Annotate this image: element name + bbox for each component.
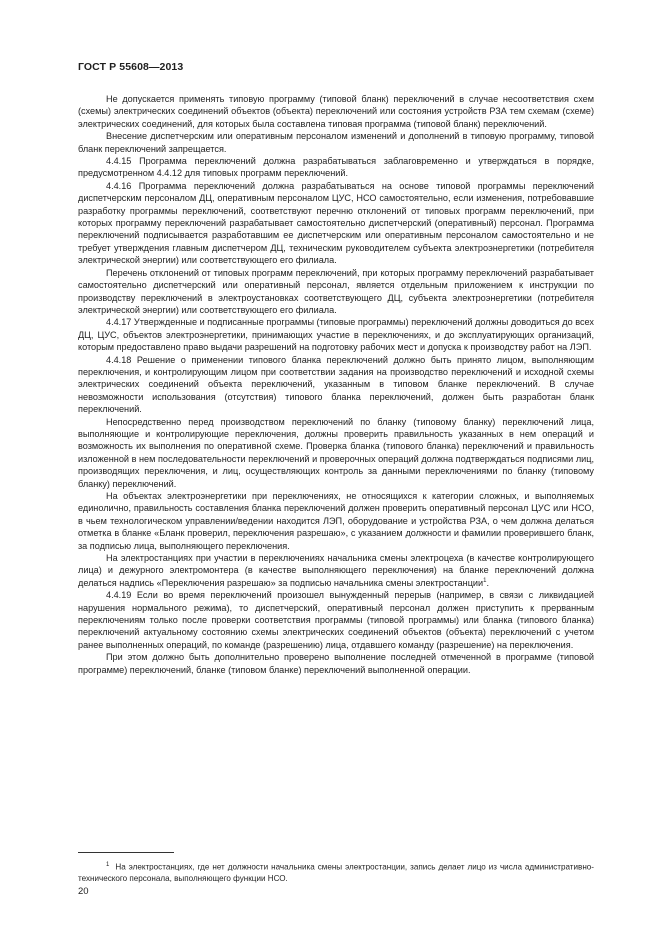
footnote	[78, 860, 594, 884]
paragraph-4-4-17: 4.4.17 Утвержденные и подписанные программы (типовые программы) переключений должны доводиться до всех ДЦ, ЦУС, объектов электроэнергетики, принимающих участие в переключениях, и до эксплуатирующих организаций, которым предоставлено право выдачи разрешений на подготовку рабочих мест и допуска к производству работ на ЛЭП.	[78, 317, 594, 353]
paragraph-with-footnote: На электростанциях при участии в переключениях начальника смены электроцеха (в качестве контролирующего лица) и дежурного электромонтера (в качестве выполняющего переключения) на бланке переключений должна делаться надпись «Переключения разрешаю» за подписью начальника смены электростанции$^1$.	[78, 553, 594, 588]
paragraph-4-4-18: 4.4.18 Решение о применении типового бланка переключений должно быть принято лицом, выполняющим переключения, и контролирующим лицом при соответствии задания на производство переключений и исходной схемы электрических соединений объекта переключений, указанным в типовом бланке переключений. В случае невозможности использования (отсутствия) типового бланка переключений, должен быть разработан бланк переключений.	[78, 354, 594, 415]
paragraph-text: На электростанциях при участии в переключениях начальника смены электроцеха (в качестве контролирующего лица) и дежурного электромонтера (в качестве выполняющего переключения) на бланке переключений должна делаться надпись «Переключения разрешаю» за подписью начальника смены электростанции	[78, 553, 594, 588]
paragraph: Непосредственно перед производством переключений по бланку (типовому бланку) переключений лица, выполняющие и контролирующие переключения, должны проверить правильность указанных в нем операций и возможность их выполнения по оперативной схеме. Проверка бланка (типового бланка) переключений и правильность изложенной в нем последовательности переключений и проверочных операций должна подтверждаться подписями лиц, производящих переключения, и лиц, осуществляющих контроль за данными переключениями по бланку (типовому бланку) переключений.	[78, 416, 594, 489]
paragraph-4-4-15: 4.4.15 Программа переключений должна разрабатываться заблаговременно и утверждаться в порядке, предусмотренном 4.4.12 для типовых программ переключений.	[78, 156, 594, 179]
paragraph: Не допускается применять типовую программу (типовой бланк) переключений в случае несоответствия схем (схемы) электрических соединений объектов (объекта) переключений или состояния устройств РЗА тем схемам (схеме) электрических соединений, для которых была составлена типовая программа (типовой бланк) переключений.	[78, 94, 594, 129]
paragraph-4-4-16: 4.4.16 Программа переключений должна разрабатываться на основе типовой программы переключений диспетчерским персоналом ДЦ, оперативным персоналом ЦУС, НСО самостоятельно, если изменения, потребовавшие разработку программы переключений, соответствуют перечню отклонений от типовых программ переключений, при которых программу переключений разрабатывает самостоятельно диспетчерский (оперативный) персонал. Программа переключений подписывается разработавшим ее диспетчерским или оперативным персоналом самостоятельно и не требует утверждения главным диспетчером ДЦ, техническим руководителем субъекта электроэнергетики (потребителя электрической энергии) или соответствующего его филиала.	[78, 180, 594, 266]
document-header: ГОСТ Р 55608—2013	[78, 61, 184, 73]
page-number: 20	[78, 886, 89, 897]
footnote-reference: 1	[483, 577, 487, 584]
body-text	[78, 93, 594, 676]
paragraph: Перечень отклонений от типовых программ переключений, при которых программу переключений разрабатывает самостоятельно диспетчерский или оперативный персонал, является отдельным приложением к инструкции по производству переключений в электроустановках соответствующего ДЦ, субъекта электроэнергетики (потребителя электрической энергии) или соответствующего его филиала.	[78, 267, 594, 315]
paragraph-4-4-19: 4.4.19 Если во время переключений произошел вынужденный перерыв (например, в связи с ликвидацией нарушения нормального режима), то диспетчерский, оперативный персонал должен приступить к прерванным переключениям только после проверки соответствия программы (типовой программы) или бланка (типового бланка) переключений актуальному состоянию схемы электрических соединений объектов (объекта) переключений с учетом ранее выполненных операций, по команде (разрешению) лица, отдавшего команду (разрешение) на переключения.	[78, 590, 594, 650]
paragraph: На объектах электроэнергетики при переключениях, не относящихся к категории сложных, и выполняемых единолично, правильность составления бланка переключений должен проверить оперативный персонал ЦУС или НСО, в чьем технологическом управлении/ведении находится ЛЭП, оборудование и устройства РЗА, о чем должна делаться отметка в бланке «Бланк проверил, переключения разрешаю», с указанием должности и фамилии проверившего бланк, за подписью лица, выполняющего переключения.	[78, 491, 594, 551]
paragraph: При этом должно быть дополнительно проверено выполнение последней отмеченной в программе (типовой программе) переключений, бланке (типовом бланке) переключений выполненной операции.	[78, 652, 594, 675]
paragraph: Внесение диспетчерским или оперативным персоналом изменений и дополнений в типовую программу, типовой бланк переключений запрещается.	[78, 131, 594, 154]
footnote-text: На электростанциях, где нет должности начальника смены электростанции, запись делает лицо из числа административно-технического персонала, выполняющего функции НСО.	[78, 862, 594, 883]
footnote-divider	[78, 852, 174, 853]
footnote-marker: 1	[106, 862, 110, 868]
